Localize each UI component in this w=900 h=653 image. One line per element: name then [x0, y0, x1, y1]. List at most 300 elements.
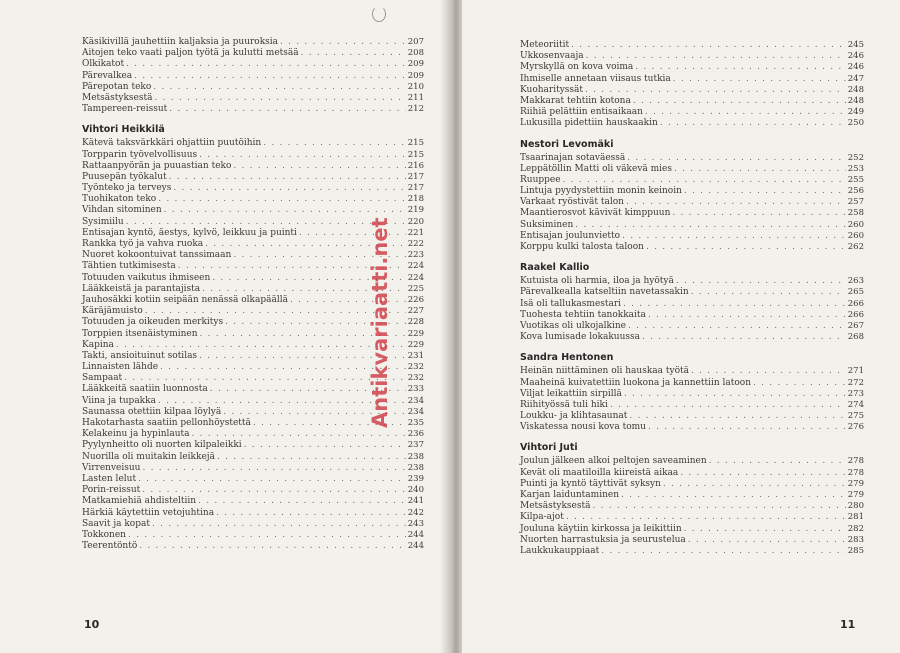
toc-entry-title: Riihityössä tuli hiki: [520, 399, 608, 410]
toc-dot-leader: [688, 535, 846, 546]
toc-entry-title: Tokkonen: [82, 529, 126, 540]
toc-entry: [82, 474, 424, 485]
toc-dot-leader: [624, 389, 846, 400]
toc-entry-title: Karjan laiduntaminen: [520, 490, 619, 500]
left-top-entries: [82, 37, 424, 115]
toc-entry-title: Rankka työ ja vahva ruoka: [82, 239, 204, 249]
toc-dot-leader: [563, 175, 846, 186]
toc-dot-leader: [142, 463, 405, 474]
toc-entry: [82, 71, 424, 82]
toc-entry-title: Ihmiselle annetaan viisaus tutkia: [520, 73, 671, 84]
toc-entry: [520, 287, 864, 298]
toc-entry-page: 260: [847, 219, 864, 230]
toc-dot-leader: [153, 82, 405, 93]
toc-dot-leader: [263, 138, 406, 149]
section-entries: [520, 366, 864, 433]
toc-entry-page: 282: [847, 523, 864, 534]
toc-dot-leader: [709, 456, 846, 467]
toc-dot-leader: [648, 422, 846, 433]
toc-entry: [520, 422, 864, 433]
toc-dot-leader: [244, 440, 406, 451]
right-sections: [520, 138, 864, 558]
toc-entry-page: 215: [407, 149, 424, 160]
toc-dot-leader: [138, 474, 406, 485]
toc-entry-title: Nuorilla oli muitakin leikkejä: [82, 451, 215, 462]
toc-dot-leader: [585, 85, 846, 96]
toc-dot-leader: [663, 479, 846, 490]
toc-dot-leader: [126, 217, 406, 228]
section-title: Sandra Hentonen: [520, 352, 614, 364]
toc-entry: [520, 85, 864, 96]
toc-entry-page: 238: [407, 451, 424, 462]
toc-dot-leader: [158, 194, 406, 205]
toc-entry: [520, 107, 864, 118]
toc-entry-title: Metsästyksestä: [520, 501, 591, 512]
toc-entry-page: 242: [407, 507, 424, 518]
toc-entry: [82, 82, 424, 93]
toc-entry-page: 250: [847, 118, 864, 129]
toc-dot-leader: [626, 197, 846, 208]
toc-entry-title: Suksiminen: [520, 219, 574, 230]
toc-entry-title: Lasten lelut: [82, 473, 137, 484]
toc-entry: [82, 496, 424, 507]
toc-entry-title: Kätevä taksvärkkäri ohjattiin puutöihin: [82, 138, 262, 149]
toc-entry-page: 222: [407, 239, 424, 249]
right-page: [462, 0, 900, 653]
toc-entry-title: Vihdan sitominen: [82, 205, 162, 216]
toc-dot-leader: [575, 220, 846, 231]
toc-dot-leader: [164, 205, 406, 216]
toc-dot-leader: [192, 429, 406, 440]
toc-entry: [520, 74, 864, 85]
toc-entry: [82, 194, 424, 205]
toc-entry-title: Entisajan joulunvietto: [520, 230, 621, 241]
toc-entry-page: 274: [847, 399, 864, 410]
toc-entry-title: Kelakeinu ja hypinlauta: [82, 429, 190, 440]
toc-entry-title: Vuotikas oli ulkojalkine: [520, 320, 627, 331]
toc-entry-title: Joulun jälkeen alkoi peltojen saveaminen: [520, 456, 707, 467]
toc-entry-page: 232: [407, 373, 424, 384]
toc-entry-page: 279: [847, 490, 864, 500]
toc-entry-title: Pärevalkealla katseltiin navetassakin: [520, 287, 689, 298]
right-top-entries: [520, 40, 864, 130]
toc-dot-leader: [629, 411, 845, 422]
toc-entry: [520, 96, 864, 107]
toc-entry: [82, 150, 424, 161]
toc-entry: [520, 186, 864, 197]
toc-entry-title: Tuohesta tehtiin tanokkaita: [520, 309, 646, 320]
toc-entry-page: 246: [847, 62, 864, 73]
toc-entry: [520, 546, 864, 557]
toc-entry-title: Hakotarhasta saatiin pellonhöystettä: [82, 418, 251, 428]
toc-entry: [520, 479, 864, 490]
toc-entry: [520, 62, 864, 73]
toc-entry-page: 255: [847, 174, 864, 185]
toc-dot-leader: [648, 310, 846, 321]
toc-entry-title: Totuuden vaikutus ihmiseen: [82, 272, 211, 283]
toc-entry-page: 217: [407, 183, 424, 194]
toc-dot-leader: [645, 107, 846, 118]
toc-dot-leader: [646, 242, 846, 253]
toc-entry: [520, 208, 864, 219]
toc-entry-page: 278: [847, 456, 864, 467]
toc-entry-page: 279: [847, 478, 864, 489]
toc-entry-page: 246: [847, 51, 864, 62]
toc-entry-page: 229: [407, 339, 424, 350]
toc-entry-title: Puusepän työkalut: [82, 171, 167, 182]
toc-entry: [520, 242, 864, 253]
toc-entry: [520, 51, 864, 62]
toc-entry-page: 280: [847, 501, 864, 512]
toc-entry-page: 273: [847, 388, 864, 399]
toc-entry-page: 210: [407, 81, 424, 92]
toc-dot-leader: [633, 96, 846, 107]
toc-entry: [520, 175, 864, 186]
toc-entry-page: 248: [847, 84, 864, 95]
toc-dot-leader: [676, 276, 846, 287]
toc-entry-page: 231: [407, 350, 424, 361]
toc-entry-title: Virrenveisuu: [82, 462, 141, 473]
toc-entry-page: 267: [847, 320, 864, 331]
toc-entry-title: Heinän niittäminen oli hauskaa työtä: [520, 366, 689, 377]
toc-entry: [82, 463, 424, 474]
toc-dot-leader: [628, 321, 846, 332]
toc-dot-leader: [601, 546, 846, 557]
toc-entry: [520, 40, 864, 51]
section-title: Vihtori Heikkilä: [82, 124, 165, 136]
toc-entry-page: 226: [407, 294, 424, 305]
toc-entry-page: 216: [407, 160, 424, 171]
toc-entry: [520, 310, 864, 321]
toc-entry-title: Lukusilla pidettiin hauskaakin: [520, 118, 658, 129]
section-title: Vihtori Juti: [520, 442, 578, 454]
toc-entry-title: Viskatessa nousi kova tomu: [520, 422, 646, 433]
toc-entry: [520, 366, 864, 377]
toc-dot-leader: [674, 164, 846, 175]
toc-entry: [82, 519, 424, 530]
toc-entry-title: Olkikatot: [82, 59, 125, 70]
toc-entry-title: Lääkkeistä ja parantajista: [82, 283, 201, 294]
toc-entry-page: 218: [407, 194, 424, 205]
toc-entry-title: Jouluna käytiin kirkossa ja leikittiin: [520, 523, 682, 534]
section-title: Raakel Kallio: [520, 262, 590, 274]
toc-dot-leader: [642, 332, 846, 343]
toc-entry-title: Kutuista oli harmia, iloa ja hyötyä: [520, 276, 674, 287]
toc-entry: [520, 456, 864, 467]
toc-entry-page: 232: [407, 362, 424, 373]
toc-entry-title: Ukkosenvaaja: [520, 51, 584, 62]
toc-entry-title: Nuorten harrastuksia ja seurustelua: [520, 534, 686, 545]
toc-entry-page: 266: [847, 298, 864, 309]
toc-entry-page: 235: [407, 418, 424, 428]
toc-entry-title: Entisajan kyntö, äestys, kylvö, leikkuu ja puinti: [82, 227, 297, 238]
toc-entry-page: 244: [407, 529, 424, 540]
toc-entry: [82, 48, 424, 59]
toc-entry: [520, 389, 864, 400]
toc-entry-page: 285: [847, 545, 864, 556]
toc-dot-leader: [680, 468, 845, 479]
toc-entry: [520, 276, 864, 287]
toc-entry-page: 223: [407, 250, 424, 261]
toc-entry-title: Viina ja tupakka: [82, 395, 156, 406]
toc-entry-title: Maantierosvot kävivät kimppuun: [520, 208, 671, 219]
toc-entry-page: 215: [407, 138, 424, 149]
toc-dot-leader: [586, 51, 846, 62]
toc-dot-leader: [142, 485, 405, 496]
toc-dot-leader: [169, 104, 406, 115]
toc-entry: [520, 299, 864, 310]
toc-entry-page: 243: [407, 518, 424, 529]
toc-dot-leader: [154, 93, 405, 104]
toc-entry-title: Tuohikaton teko: [82, 194, 157, 205]
toc-entry-title: Leppätöllin Matti oli väkevä mies: [520, 163, 673, 174]
toc-dot-leader: [216, 508, 406, 519]
watermark: [360, 217, 400, 430]
toc-entry-title: Pärevalkea: [82, 70, 133, 81]
toc-entry: [520, 164, 864, 175]
toc-entry-page: 260: [847, 230, 864, 241]
toc-entry-title: Riihiä pelättiin entisaikaan: [520, 107, 643, 118]
toc-entry-page: 220: [407, 216, 424, 227]
toc-entry: [82, 172, 424, 183]
right-toc-column: [520, 40, 864, 557]
toc-entry-title: Lintuja pyydystettiin monin keinoin: [520, 186, 682, 197]
toc-entry-page: 236: [407, 429, 424, 440]
toc-entry-title: Lääkkeitä saatiin luonnosta: [82, 384, 208, 395]
toc-entry: [520, 153, 864, 164]
toc-dot-leader: [627, 153, 846, 164]
toc-entry: [520, 378, 864, 389]
toc-entry-page: 283: [847, 534, 864, 545]
toc-entry-page: 266: [847, 309, 864, 320]
toc-entry-page: 208: [407, 48, 424, 59]
toc-entry-title: Laukkukauppiaat: [520, 545, 600, 556]
toc-entry-title: Tähtien tutkimisesta: [82, 261, 176, 272]
toc-entry-page: 221: [407, 227, 424, 238]
toc-entry-page: 238: [407, 462, 424, 473]
toc-entry-page: 281: [847, 512, 864, 523]
toc-entry-title: Kova lumisade lokakuussa: [520, 332, 640, 343]
toc-entry: [82, 508, 424, 519]
toc-dot-leader: [217, 452, 406, 463]
toc-entry-page: 258: [847, 208, 864, 219]
toc-entry: [520, 501, 864, 512]
toc-entry-page: 224: [407, 261, 424, 272]
toc-dot-leader: [672, 208, 845, 219]
toc-entry-title: Porin-reissut: [82, 485, 141, 496]
toc-entry: [82, 183, 424, 194]
toc-dot-leader: [635, 62, 845, 73]
toc-entry: [82, 161, 424, 172]
toc-entry-title: Puinti ja kyntö täyttivät syksyn: [520, 478, 661, 489]
toc-entry-page: 262: [847, 242, 864, 252]
toc-entry-page: 265: [847, 287, 864, 298]
toc-entry-page: 209: [407, 59, 424, 70]
toc-entry-title: Linnaisten lähde: [82, 362, 159, 373]
toc-dot-leader: [198, 496, 406, 507]
toc-entry-title: Viljat leikattiin sirpillä: [520, 388, 622, 399]
toc-entry-title: Myrskyllä on kova voima: [520, 62, 634, 73]
toc-entry-page: 253: [847, 163, 864, 174]
toc-dot-leader: [623, 299, 846, 310]
toc-dot-leader: [169, 172, 406, 183]
toc-entry-title: Ruuppee: [520, 174, 561, 185]
toc-entry-title: Kuoharityssät: [520, 84, 584, 95]
toc-entry-page: 245: [847, 40, 864, 50]
toc-dot-leader: [684, 186, 846, 197]
pencil-mark: [372, 6, 386, 22]
toc-entry: [520, 535, 864, 546]
toc-entry-page: 229: [407, 328, 424, 339]
toc-dot-leader: [592, 501, 845, 512]
toc-entry-page: 275: [847, 411, 864, 422]
toc-entry-title: Teerentöntö: [82, 541, 138, 552]
toc-entry-title: Työnteko ja terveys: [82, 183, 172, 194]
toc-dot-leader: [673, 74, 846, 85]
toc-entry-title: Rattaanpyörän ja puuastian teko: [82, 160, 232, 171]
toc-dot-leader: [753, 378, 846, 389]
toc-entry-page: 241: [407, 496, 424, 507]
toc-entry-title: Korppu kulki talosta taloon: [520, 242, 644, 252]
toc-dot-leader: [622, 231, 846, 242]
toc-dot-leader: [684, 524, 846, 535]
toc-entry: [520, 468, 864, 479]
toc-dot-leader: [610, 400, 846, 411]
toc-entry: [82, 37, 424, 48]
toc-dot-leader: [199, 150, 406, 161]
toc-entry: [82, 485, 424, 496]
toc-dot-leader: [691, 366, 846, 377]
toc-entry: [82, 440, 424, 451]
toc-entry-title: Tsaarinajan sotaväessä: [520, 152, 626, 163]
toc-entry-page: 256: [847, 186, 864, 197]
toc-entry-page: 211: [407, 92, 424, 103]
toc-entry-title: Saavit ja kopat: [82, 518, 150, 529]
toc-dot-leader: [621, 490, 846, 501]
section-entries: [520, 153, 864, 254]
toc-entry: [520, 524, 864, 535]
toc-entry-title: Kevät oli maatiloilla kiireistä aikaa: [520, 467, 679, 478]
toc-entry-page: 249: [847, 107, 864, 118]
toc-entry-title: Matkamiehiä ahdisteltiin: [82, 496, 197, 507]
toc-entry-page: 212: [407, 104, 424, 115]
toc-entry: [520, 220, 864, 231]
toc-entry-page: 239: [407, 473, 424, 484]
toc-entry-title: Pyylynheitto oli nuorten kilpaleikki: [82, 440, 242, 451]
toc-entry-page: 224: [407, 272, 424, 283]
toc-dot-leader: [173, 183, 405, 194]
toc-entry-title: Maaheinä kuivatettiin luokona ja kannettiin latoon: [520, 377, 752, 388]
toc-entry-title: Pärepotan teko: [82, 81, 152, 92]
toc-dot-leader: [571, 40, 846, 51]
toc-entry-page: 257: [847, 197, 864, 208]
toc-entry-page: 247: [847, 73, 864, 84]
toc-entry: [520, 490, 864, 501]
toc-entry-title: Meteoriitit: [520, 40, 570, 50]
toc-entry-title: Jauhosäkki kotiin seipään nenässä olkapäällä: [82, 294, 288, 305]
toc-entry-page: 272: [847, 377, 864, 388]
toc-entry-page: 237: [407, 440, 424, 451]
toc-entry-page: 271: [847, 366, 864, 377]
toc-entry: [82, 205, 424, 216]
page-number-right: 11: [840, 618, 856, 631]
toc-entry-page: 225: [407, 283, 424, 294]
toc-dot-leader: [691, 287, 846, 298]
toc-entry-title: Saunassa otettiin kilpaa löylyä: [82, 406, 222, 417]
toc-entry-title: Loukku- ja klihtasaunat: [520, 411, 628, 422]
toc-entry-page: 207: [407, 37, 424, 47]
toc-entry-page: 244: [407, 541, 424, 552]
toc-entry-page: 276: [847, 422, 864, 433]
toc-entry-page: 233: [407, 384, 424, 395]
toc-entry: [82, 93, 424, 104]
toc-entry-page: 219: [407, 205, 424, 216]
toc-entry: [82, 104, 424, 115]
toc-entry-page: 227: [407, 306, 424, 317]
toc-entry-title: Kapina: [82, 339, 114, 350]
toc-entry: [520, 400, 864, 411]
toc-entry-title: Totuuden ja oikeuden merkitys: [82, 317, 224, 328]
toc-entry: [520, 197, 864, 208]
toc-entry-page: 228: [407, 317, 424, 328]
toc-dot-leader: [660, 118, 846, 129]
toc-entry-title: Aitojen teko vaati paljon työtä ja kulutti metsää: [82, 48, 299, 59]
toc-dot-leader: [566, 512, 846, 523]
watermark-text: Antikvariaatti.net: [368, 217, 392, 428]
toc-entry: [82, 429, 424, 440]
toc-entry-title: Takti, ansioituinut sotilas: [82, 350, 198, 361]
toc-entry-title: Torpparin työvelvollisuus: [82, 149, 198, 160]
toc-entry-title: Metsästyksestä: [82, 92, 153, 103]
toc-entry: [82, 59, 424, 70]
toc-entry-title: Tampereen-reissut: [82, 104, 168, 115]
toc-entry: [520, 321, 864, 332]
toc-entry-title: Varkaat ryöstivät talon: [520, 197, 624, 208]
toc-entry: [520, 411, 864, 422]
page-number-left: 10: [84, 618, 100, 631]
toc-entry: [520, 231, 864, 242]
toc-entry-title: Makkarat tehtiin kotona: [520, 95, 631, 106]
toc-entry-page: 263: [847, 276, 864, 287]
toc-entry-title: Sampaat: [82, 373, 123, 384]
toc-dot-leader: [134, 71, 406, 82]
toc-entry-page: 234: [407, 406, 424, 417]
toc-entry: [520, 118, 864, 129]
toc-entry-page: 234: [407, 395, 424, 406]
toc-entry-title: Isä oli tallukasmestari: [520, 298, 622, 309]
toc-entry-page: 248: [847, 95, 864, 106]
toc-dot-leader: [301, 48, 406, 59]
toc-entry-page: 268: [847, 332, 864, 343]
toc-entry-page: 240: [407, 485, 424, 496]
toc-entry-title: Sysimiilu: [82, 216, 124, 227]
toc-dot-leader: [126, 59, 406, 70]
toc-entry-page: 278: [847, 467, 864, 478]
section-entries: [520, 276, 864, 343]
toc-dot-leader: [128, 530, 406, 541]
toc-entry-title: Kilpa-ajot: [520, 512, 564, 523]
toc-entry-page: 217: [407, 171, 424, 182]
section-entries: [520, 456, 864, 557]
toc-entry-title: Torppien itsenäistyminen: [82, 328, 198, 339]
section-title: Nestori Levomäki: [520, 138, 614, 150]
toc-entry: [82, 452, 424, 463]
toc-dot-leader: [139, 541, 406, 552]
toc-dot-leader: [280, 37, 406, 48]
toc-entry-page: 252: [847, 152, 864, 163]
toc-entry-page: 209: [407, 70, 424, 81]
toc-entry: [82, 530, 424, 541]
